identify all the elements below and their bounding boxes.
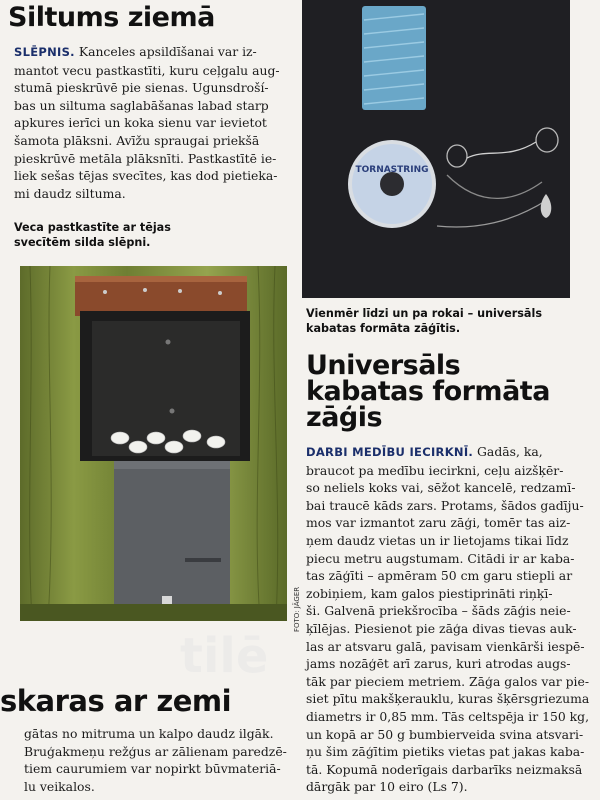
article1-lead: SLĒPNIS. <box>14 45 75 59</box>
article2-title: Universāls kabatas formāta zāģis <box>306 350 550 433</box>
article2-line: ši. Galvenā priekšrocība – šāds zāģis neie- <box>306 603 571 619</box>
article1-line: apkures ierīci un koka sienu var ievietot <box>14 115 267 131</box>
article2-line: siet pītu makšķerauklu, kuras šķērsgriezuma <box>306 691 590 707</box>
article2-line: piecu metru augstumam. Citādi ir ar kaba- <box>306 550 575 566</box>
article3-line: lu veikalos. <box>24 778 95 794</box>
article3-body <box>24 725 292 795</box>
article2-line: ķīlējas. Piesienot pie zāģa divas tievas auk- <box>306 620 577 636</box>
saw-photo <box>302 0 570 298</box>
article2-line: mos var izmantot zaru zāģi, tomēr tas aiz- <box>306 515 571 531</box>
article2-line: braucot pa medību iecirkni, ceļu aizšķēr- <box>306 462 564 478</box>
article2-line: ņem daudz vietas un ir lietojams tikai līdz <box>306 532 569 548</box>
mailbox-photo <box>20 266 287 621</box>
article2-body <box>306 443 594 796</box>
article2-line: bai traucē kāds zars. Protams, šādos gadīju- <box>306 497 584 513</box>
article2-line: un kopā ar 50 g bumbierveida svina atsvari- <box>306 726 584 742</box>
article1-line: šamota plāksni. Avīžu spraugai priekšā <box>14 132 260 148</box>
article2-line-0: DARBI MEDĪBU IECIRKNĪ. Gadās, ka, <box>306 444 543 459</box>
mailbox-photo-illustration <box>20 266 287 621</box>
article2-line: tā. Kopumā noderīgais darbarīks neizmaksā <box>306 761 583 777</box>
article2-line: ņu šim zāģītim pietiks vietas pat jakas kaba- <box>306 744 585 760</box>
article1-line: pieskrūvē metāla plāksnīti. Pastkastītē ie- <box>14 150 277 166</box>
saw-photo-illustration <box>302 0 570 298</box>
article2-line: jams nozāģēt arī zarus, kuri atrodas augs- <box>306 656 571 672</box>
article3-title: skaras ar zemi <box>0 684 232 718</box>
article1-title: Siltums ziemā <box>8 2 215 33</box>
article3-line: tiem caurumiem var nopirkt būvmateriā- <box>24 761 281 777</box>
article2-line: las ar atsvaru galā, pavisam vienkārši iespē- <box>306 638 585 654</box>
article3-line: gātas no mitruma un kalpo daudz ilgāk. <box>24 726 274 741</box>
article2-line: tas zāģīti – apmēram 50 cm garu stiepli ar <box>306 568 573 584</box>
article1-caption: Veca pastkastīte ar tējas svecītēm silda slēpni. <box>14 221 171 249</box>
article1-line: bas un siltuma saglabāšanas labad starp <box>14 97 269 113</box>
spool-label: TORNASTRING <box>355 165 429 175</box>
article2-caption: Vienmēr līdzi un pa rokai – universāls kabatas formāta zāģītis. <box>306 307 542 335</box>
article3-line: Bruģakmeņu režģus ar zālienam paredzē- <box>24 743 287 759</box>
article1-line: liek sešas tējas svecītes, kas dod pietieka- <box>14 168 278 184</box>
article2-line: diametrs ir 0,85 mm. Tās celtspēja ir 150 kg, <box>306 708 590 724</box>
article2-line: tāk par pieciem metriem. Zāģa galos var pie- <box>306 673 590 689</box>
faded-background-text: tilē <box>180 628 269 684</box>
article1-line: stumā pieskrūvē pie sienas. Ugunsdroší- <box>14 80 269 96</box>
article2-line: so neliels koks vai, sēžot kancelē, redzamī- <box>306 480 576 496</box>
article1-line-0: SLĒPNIS. Kanceles apsildīšanai var iz- <box>14 44 257 59</box>
article1-line: mi daudz siltuma. <box>14 185 126 201</box>
article1-body <box>14 43 284 202</box>
article2-line: zobiņiem, kam galos piestiprināti riņķī- <box>306 585 553 601</box>
article2-lead: DARBI MEDĪBU IECIRKNĪ. <box>306 445 474 459</box>
article2-line: dārgāk par 10 eiro (Ls 7). <box>306 779 468 795</box>
photo-credit: FOTO: JÄGER <box>293 586 301 632</box>
article1-line: mantot vecu pastkastīti, kuru ceļgalu aug- <box>14 62 280 78</box>
